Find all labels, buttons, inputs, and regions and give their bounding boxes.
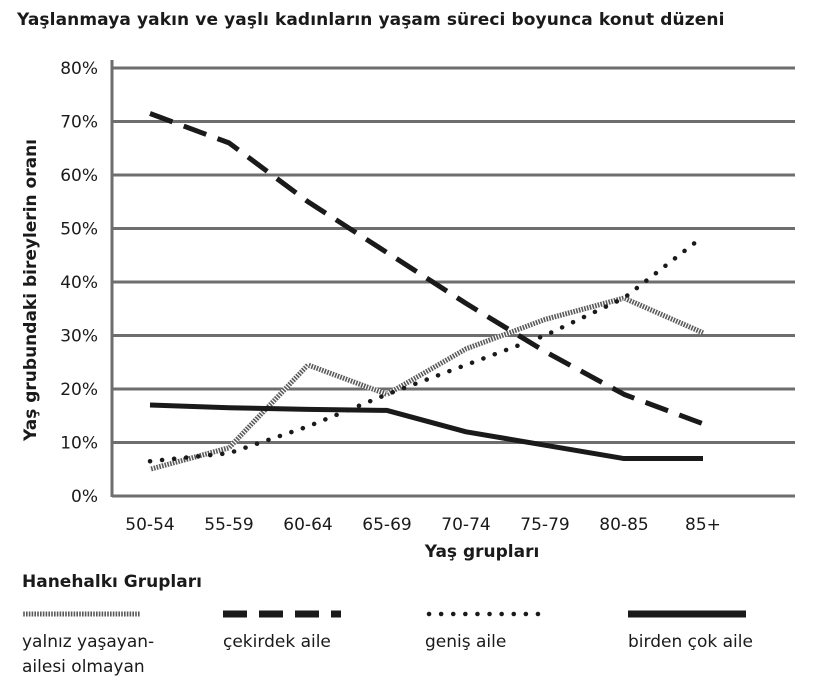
legend-label-line: çekirdek aile [223, 632, 331, 652]
series-lines [150, 113, 703, 469]
series-dashed [150, 113, 703, 423]
series-dotted [150, 237, 703, 462]
y-tick-label: 80% [60, 59, 98, 79]
y-tick-label: 60% [60, 166, 98, 186]
x-tick-label: 55-59 [204, 515, 254, 535]
y-tick-label: 40% [60, 273, 98, 293]
x-tick-label: 50-54 [125, 515, 175, 535]
gridlines [112, 68, 795, 496]
legend-label-line: ailesi olmayan [22, 657, 145, 677]
legend-title: Hanehalkı Grupları [22, 572, 202, 592]
legend-label-line: yalnız yaşayan- [22, 632, 155, 652]
y-axis-title: Yaş grubundaki bireylerin oranı [21, 138, 41, 442]
x-tick-label: 60-64 [283, 515, 333, 535]
x-axis-title: Yaş grupları [424, 542, 540, 562]
legend-item [628, 600, 753, 652]
legend-swatch [22, 600, 142, 628]
x-tick-label: 85+ [685, 515, 721, 535]
y-tick-label: 0% [71, 487, 98, 507]
x-tick-label: 80-85 [599, 515, 649, 535]
legend-label [628, 630, 753, 655]
legend-swatch [223, 600, 343, 628]
legend-swatch [425, 600, 545, 628]
legend-swatch [628, 600, 748, 628]
y-tick-labels [60, 59, 98, 507]
legend-label [425, 630, 506, 655]
series-line [150, 237, 703, 462]
x-tick-labels [125, 515, 721, 535]
legend-item [223, 600, 343, 652]
chart-title: Yaşlanmaya yakın ve yaşlı kadınların yaşam süreci boyunca konut düzeni [17, 10, 725, 30]
x-tick-label: 75-79 [520, 515, 570, 535]
y-tick-label: 20% [60, 380, 98, 400]
y-tick-label: 70% [60, 112, 98, 133]
legend-label [22, 630, 154, 680]
x-tick-label: 70-74 [441, 515, 491, 535]
legend-item [425, 600, 545, 652]
y-tick-label: 30% [60, 326, 98, 347]
legend-label-line: geniş aile [425, 632, 507, 652]
x-tick-label: 65-69 [362, 515, 412, 535]
legend-label-line: birden çok aile [628, 632, 753, 652]
y-tick-label: 10% [60, 433, 98, 454]
legend-item [22, 600, 155, 677]
y-tick-label: 50% [60, 219, 98, 240]
series-line [150, 113, 703, 423]
legend-label [223, 630, 331, 655]
